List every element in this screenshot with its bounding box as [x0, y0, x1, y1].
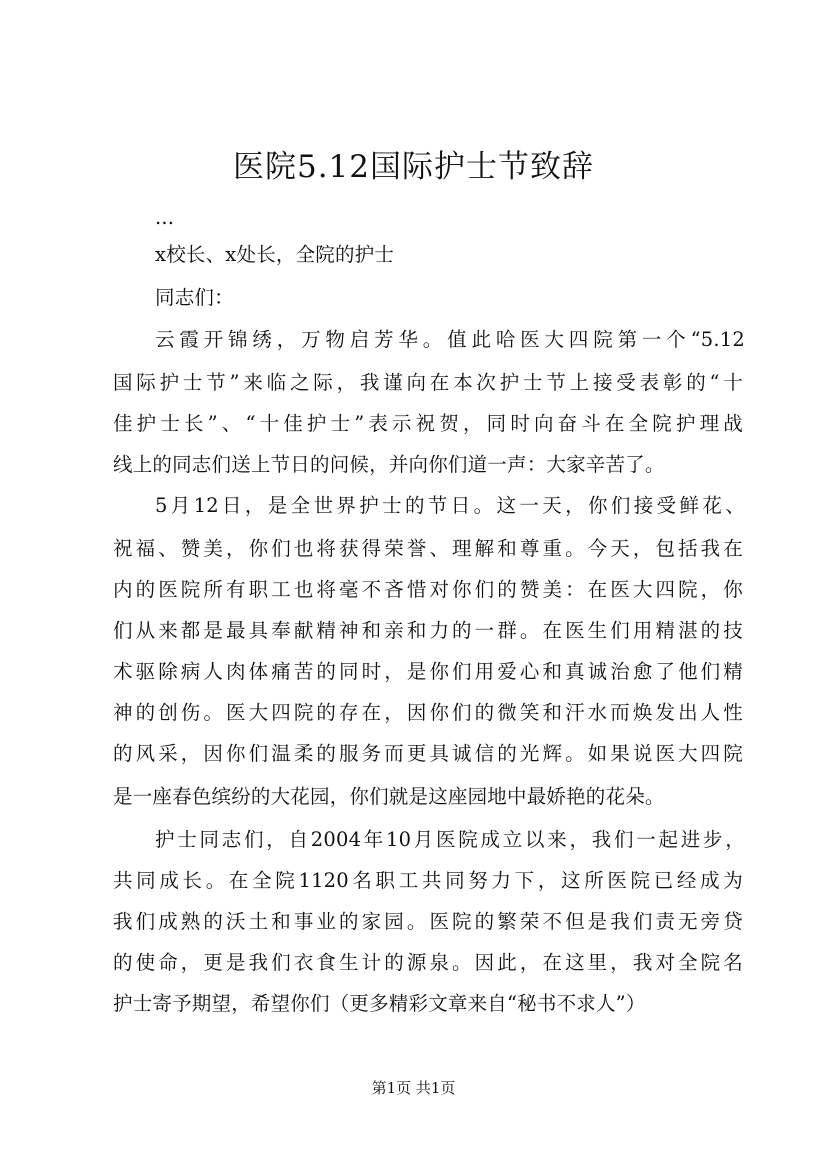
paragraph-line: 我们成熟的沃土和事业的家园。医院的繁荣不但是我们责无旁贷 [113, 910, 743, 933]
paragraph-line: 的风采，因你们温柔的服务而更具诚信的光辉。如果说医大四院 [113, 742, 743, 765]
paragraph-line: 神的创伤。医大四院的存在，因你们的微笑和汗水而焕发出人性 [113, 701, 743, 724]
paragraph-line: 佳护士长”、“十佳护士”表示祝贺，同时向奋斗在全院护理战 [113, 412, 743, 435]
paragraph-line: 护士同志们，自2004年10月医院成立以来，我们一起进步， [155, 828, 745, 851]
paragraph-line: 国际护士节”来临之际，我谨向在本次护士节上接受表彰的“十 [113, 371, 743, 394]
page-footer: 第1页 共1页 [371, 1079, 456, 1097]
salutation-line: x校长、x处长，全院的护士 [155, 243, 395, 266]
paragraph-line: 内的医院所有职工也将毫不吝惜对你们的赞美：在医大四院，你 [113, 578, 743, 601]
paragraph-line: 线上的同志们送上节日的问候，并向你们道一声：大家辛苦了。 [113, 453, 665, 476]
paragraph-line: 5月12日，是全世界护士的节日。这一天，你们接受鲜花、 [155, 494, 745, 517]
paragraph-line: 的使命，更是我们衣食生计的源泉。因此，在这里，我对全院名 [113, 951, 743, 974]
paragraph-line: 是一座春色缤纷的大花园，你们就是这座园地中最娇艳的花朵。 [113, 785, 665, 808]
paragraph-line: 护士寄予期望，希望你们（更多精彩文章来自“秘书不求人”） [113, 992, 646, 1015]
salutation-line: 同志们： [155, 286, 234, 309]
paragraph-line: 云霞开锦绣，万物启芳华。值此哈医大四院第一个“5.12 [155, 328, 745, 351]
paragraph-line: 术驱除病人肉体痛苦的同时，是你们用爱心和真诚治愈了他们精 [113, 660, 743, 683]
paragraph-line: 们从来都是最具奉献精神和亲和力的一群。在医生们用精湛的技 [113, 619, 743, 642]
paragraph-line: 共同成长。在全院1120名职工共同努力下，这所医院已经成为 [113, 869, 743, 892]
document-title: 医院5.12国际护士节致辞 [232, 149, 595, 185]
ellipsis-line: ... [155, 206, 175, 229]
paragraph-line: 祝福、赞美，你们也将获得荣誉、理解和尊重。今天，包括我在 [113, 537, 743, 560]
